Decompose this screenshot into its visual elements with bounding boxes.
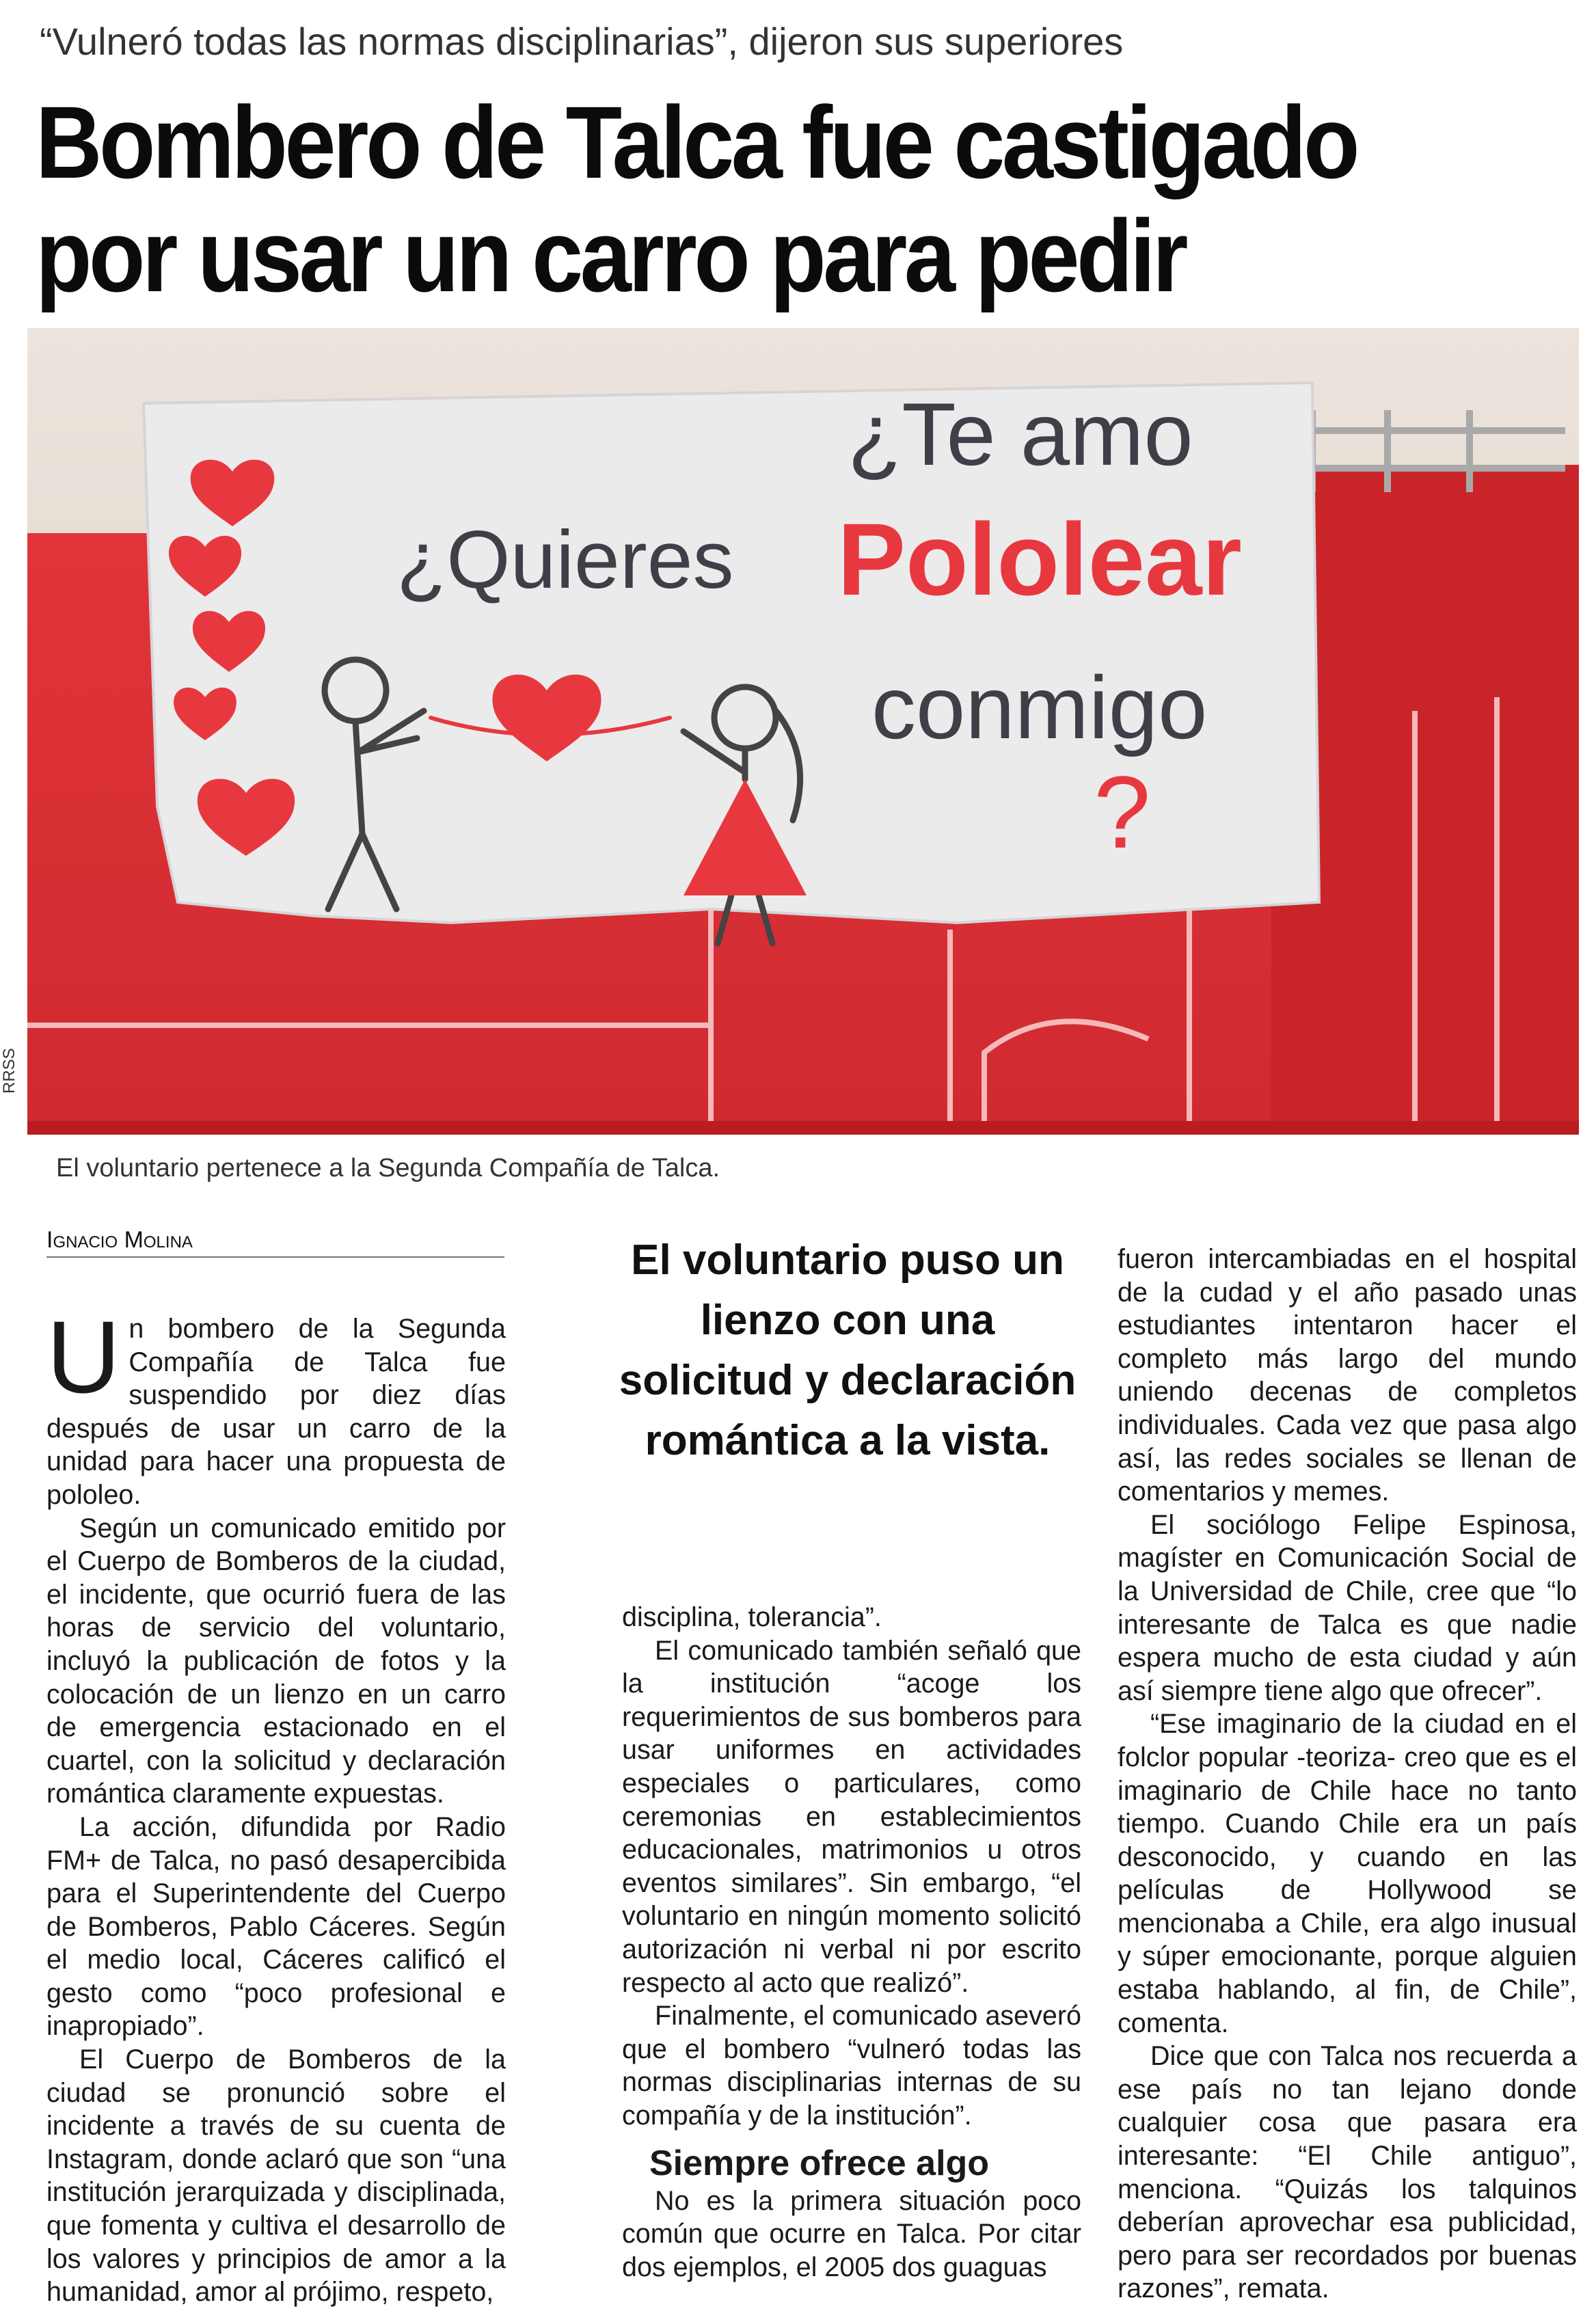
banner-text-te-amo: ¿Te amo [848,384,1193,484]
column-2 [622,1601,1081,2284]
paragraph: El comunicado también señaló que la institución “acoge los requerimientos de sus bomberos para usar uniformes en actividades especiales o particulares, como ceremonias en establecimientos educacionales, matrimonios u otros eventos similares”. Sin embargo, “el voluntario en ningún momento solicitó autorización ni verbal ni por escrito respecto al acto que realizó”. [622,1635,1081,1998]
banner-question-mark: ? [1094,755,1151,869]
banner-text-quieres: ¿Quieres [396,514,734,606]
subhead: Siempre ofrece algo [649,2143,990,2183]
paragraph: disciplina, tolerancia”. [622,1602,882,1632]
photo-caption: El voluntario pertenece a la Segunda Compañía de Talca. [56,1154,720,1183]
drop-cap: U [46,1299,121,1414]
news-photo [27,328,1579,1135]
pull-quote: El voluntario puso un lienzo con una solicitud y declaración romántica a la vista. [619,1237,1077,1464]
column-1 [46,1299,506,2309]
paragraph: La acción, difundida por Radio FM+ de Talca, no pasó desapercibida para el Superintendente del Cuerpo de Bomberos, Pablo Cáceres. Según el medio local, Cáceres calificó el gesto como “poco profesional e inapropiado”. [46,1811,506,2042]
kicker: “Vulneró todas las normas disciplinarias”, dijeron sus superiores [40,20,1124,63]
photo-illustration [27,328,1579,1135]
paragraph: No es la primera situación poco común que ocurre en Talca. Por citar dos ejemplos, el 2005 dos guaguas [622,2185,1081,2282]
paragraph: Según un comunicado emitido por el Cuerpo de Bomberos de la ciudad, el incidente, que ocurrió fuera de las horas de servicio del voluntario, incluyó la publicación de fotos y la colocación de un lienzo en un carro de emergencia estacionado en el cuartel, con la solicitud y declaración romántica claramente expuestas. [46,1513,506,1809]
banner-text-conmigo: conmigo [871,658,1208,757]
byline: Ignacio Molina [46,1227,504,1258]
paragraph: Finalmente, el comunicado aseveró que el bombero “vulneró todas las normas disciplinarias internas de su compañía y de la institución”. [622,2001,1081,2131]
paragraph: El sociólogo Felipe Espinosa, magíster en Comunicación Social de la Universidad de Chile, cree que “lo interesante de Talca es que nadie espera mucho de esta ciudad y aún así siempre tiene algo que ofrecer”. [1118,1509,1577,1706]
headline: Bombero de Talca fue castigado por usar un carro para pedir [36,85,1357,313]
paragraph: Dice que con Talca nos recuerda a ese país no tan lejano donde cualquier cosa que pasara era interesante: “El Chile antiguo”, menciona. “Quizás los talquinos deberían aprovechar esa publicidad, pero para ser recordados por buenas razones”, remata. [1118,2041,1577,2304]
paragraph: “Ese imaginario de la ciudad en el folclor popular -teoriza- creo que es el imaginario de Chile hace no tanto tiempo. Cuando Chile era un país desconocido, y cuando en las películas de Hollywood se mencionaba a Chile, era algo inusual y súper emocionante, porque alguien estaba hablando, al fin, de Chile”, comenta. [1118,1709,1577,2038]
paragraph: El Cuerpo de Bomberos de la ciudad se pronunció sobre el incidente a través de su cuenta de Instagram, donde aclaró que son “una institución jerarquizada y disciplinada, que fomenta y cultiva el desarrollo de los valores y principios de amor a la humanidad, amor al prójimo, respeto, [46,2044,506,2308]
column-3 [1118,1243,1577,2306]
paragraph: fueron intercambiadas en el hospital de la cudad y el año pasado unas estudiantes intentaron hacer el completo más largo del mundo uniendo decenas de completos individuales. Cada vez que pasa algo así, las redes sociales se llenan de comentarios y memes. [1118,1244,1577,1507]
paragraph: n bombero de la Segunda Compañía de Talca fue suspendido por diez días después de usar un carro de la unidad para hacer una propuesta de pololeo. [46,1314,506,1510]
photo-credit: RRSS [0,1048,18,1094]
banner-text-pololear: Pololear [837,502,1242,617]
